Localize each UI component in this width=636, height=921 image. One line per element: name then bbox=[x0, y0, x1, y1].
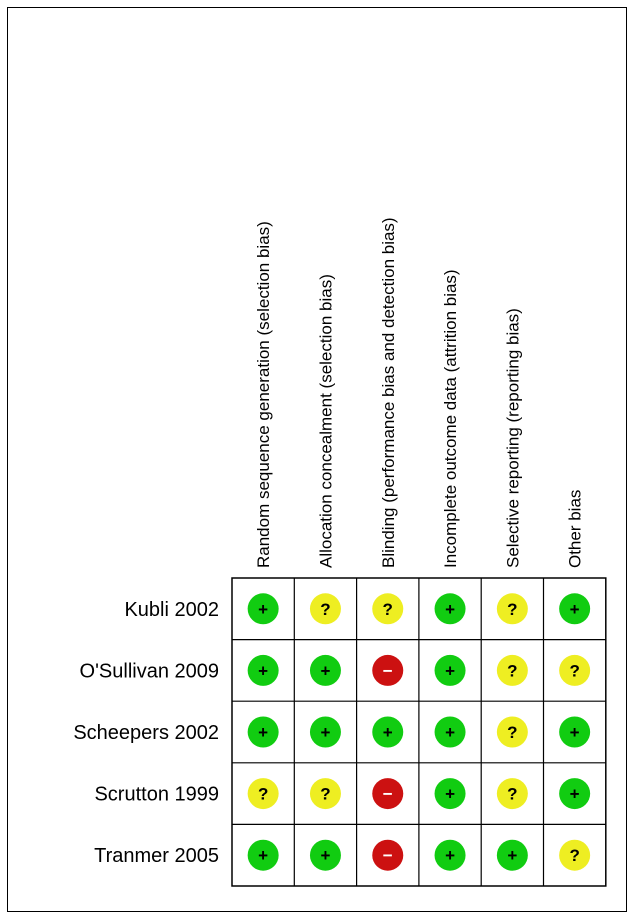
judgement-symbol: ? bbox=[507, 661, 518, 681]
judgement-grid bbox=[232, 578, 606, 886]
judgement-unclear-marker bbox=[310, 778, 341, 809]
judgement-unclear-marker bbox=[497, 717, 528, 748]
judgement-low-marker bbox=[248, 840, 279, 871]
judgement-low-marker bbox=[310, 655, 341, 686]
judgement-symbol: + bbox=[445, 599, 456, 619]
judgement-symbol: ? bbox=[507, 723, 518, 742]
judgement-symbol: + bbox=[445, 846, 456, 866]
judgement-unclear-marker bbox=[559, 840, 590, 871]
column-label-4: Incomplete outcome data (attrition bias) bbox=[441, 269, 461, 568]
judgement-low-marker bbox=[435, 778, 466, 809]
study-label: Tranmer 2005 bbox=[94, 845, 219, 868]
judgement-symbol: + bbox=[258, 846, 269, 866]
judgement-symbol: + bbox=[320, 661, 331, 681]
judgement-symbol: ? bbox=[507, 784, 518, 804]
judgement-symbol: + bbox=[382, 723, 393, 742]
judgement-symbol: + bbox=[258, 723, 269, 742]
judgement-unclear-marker bbox=[372, 593, 403, 624]
judgement-symbol: + bbox=[569, 723, 580, 742]
judgement-low-marker bbox=[372, 717, 403, 748]
study-label: Kubli 2002 bbox=[124, 598, 219, 621]
column-label-3: Blinding (performance bias and detection bias) bbox=[378, 217, 398, 568]
judgement-low-marker bbox=[559, 778, 590, 809]
judgement-unclear-marker bbox=[559, 655, 590, 686]
judgement-high-marker bbox=[372, 778, 403, 809]
judgement-high-marker bbox=[372, 840, 403, 871]
column-label-5: Selective reporting (reporting bias) bbox=[503, 308, 523, 568]
judgement-symbol: − bbox=[382, 784, 393, 804]
judgement-symbol: + bbox=[445, 723, 456, 742]
judgement-symbol: ? bbox=[569, 661, 580, 681]
judgement-symbol: ? bbox=[507, 599, 518, 619]
risk-of-bias-summary bbox=[8, 8, 628, 913]
judgement-low-marker bbox=[435, 655, 466, 686]
judgement-low-marker bbox=[435, 840, 466, 871]
judgement-symbol: + bbox=[445, 661, 456, 681]
judgement-unclear-marker bbox=[497, 593, 528, 624]
judgement-symbol: ? bbox=[320, 599, 331, 619]
judgement-low-marker bbox=[248, 593, 279, 624]
judgement-low-marker bbox=[497, 840, 528, 871]
judgement-symbol: + bbox=[320, 846, 331, 866]
column-label-6: Other bias bbox=[565, 489, 585, 568]
column-label-2: Allocation concealment (selection bias) bbox=[316, 274, 336, 568]
judgement-unclear-marker bbox=[497, 778, 528, 809]
judgement-low-marker bbox=[559, 717, 590, 748]
judgement-symbol: ? bbox=[569, 846, 580, 866]
judgement-symbol: + bbox=[258, 599, 269, 619]
column-labels bbox=[254, 217, 585, 568]
judgement-low-marker bbox=[435, 717, 466, 748]
judgement-symbol: ? bbox=[382, 599, 393, 619]
judgement-symbol: + bbox=[445, 784, 456, 804]
judgement-unclear-marker bbox=[310, 593, 341, 624]
judgement-low-marker bbox=[248, 717, 279, 748]
judgement-symbol: ? bbox=[320, 784, 331, 804]
judgement-low-marker bbox=[310, 717, 341, 748]
judgement-symbol: + bbox=[569, 784, 580, 804]
judgement-low-marker bbox=[435, 593, 466, 624]
judgement-high-marker bbox=[372, 655, 403, 686]
judgement-symbol: + bbox=[258, 661, 269, 681]
judgement-low-marker bbox=[559, 593, 590, 624]
judgement-symbol: ? bbox=[257, 784, 269, 804]
column-label-1: Random sequence generation (selection bias) bbox=[254, 221, 274, 568]
judgement-symbol: − bbox=[382, 661, 393, 681]
judgement-low-marker bbox=[248, 655, 279, 686]
judgement-symbol: − bbox=[382, 846, 393, 866]
study-label: Scheepers 2002 bbox=[73, 722, 219, 744]
judgement-symbol: + bbox=[507, 846, 518, 866]
judgement-unclear-marker bbox=[497, 655, 528, 686]
study-label: O'Sullivan 2009 bbox=[79, 660, 219, 683]
study-label: Scrutton 1999 bbox=[94, 783, 219, 806]
row-labels bbox=[73, 599, 219, 867]
judgement-low-marker bbox=[310, 840, 341, 871]
judgement-symbol: + bbox=[569, 599, 580, 619]
judgement-symbol: + bbox=[320, 723, 331, 742]
figure-frame bbox=[7, 7, 627, 912]
judgement-unclear-marker bbox=[248, 778, 279, 809]
